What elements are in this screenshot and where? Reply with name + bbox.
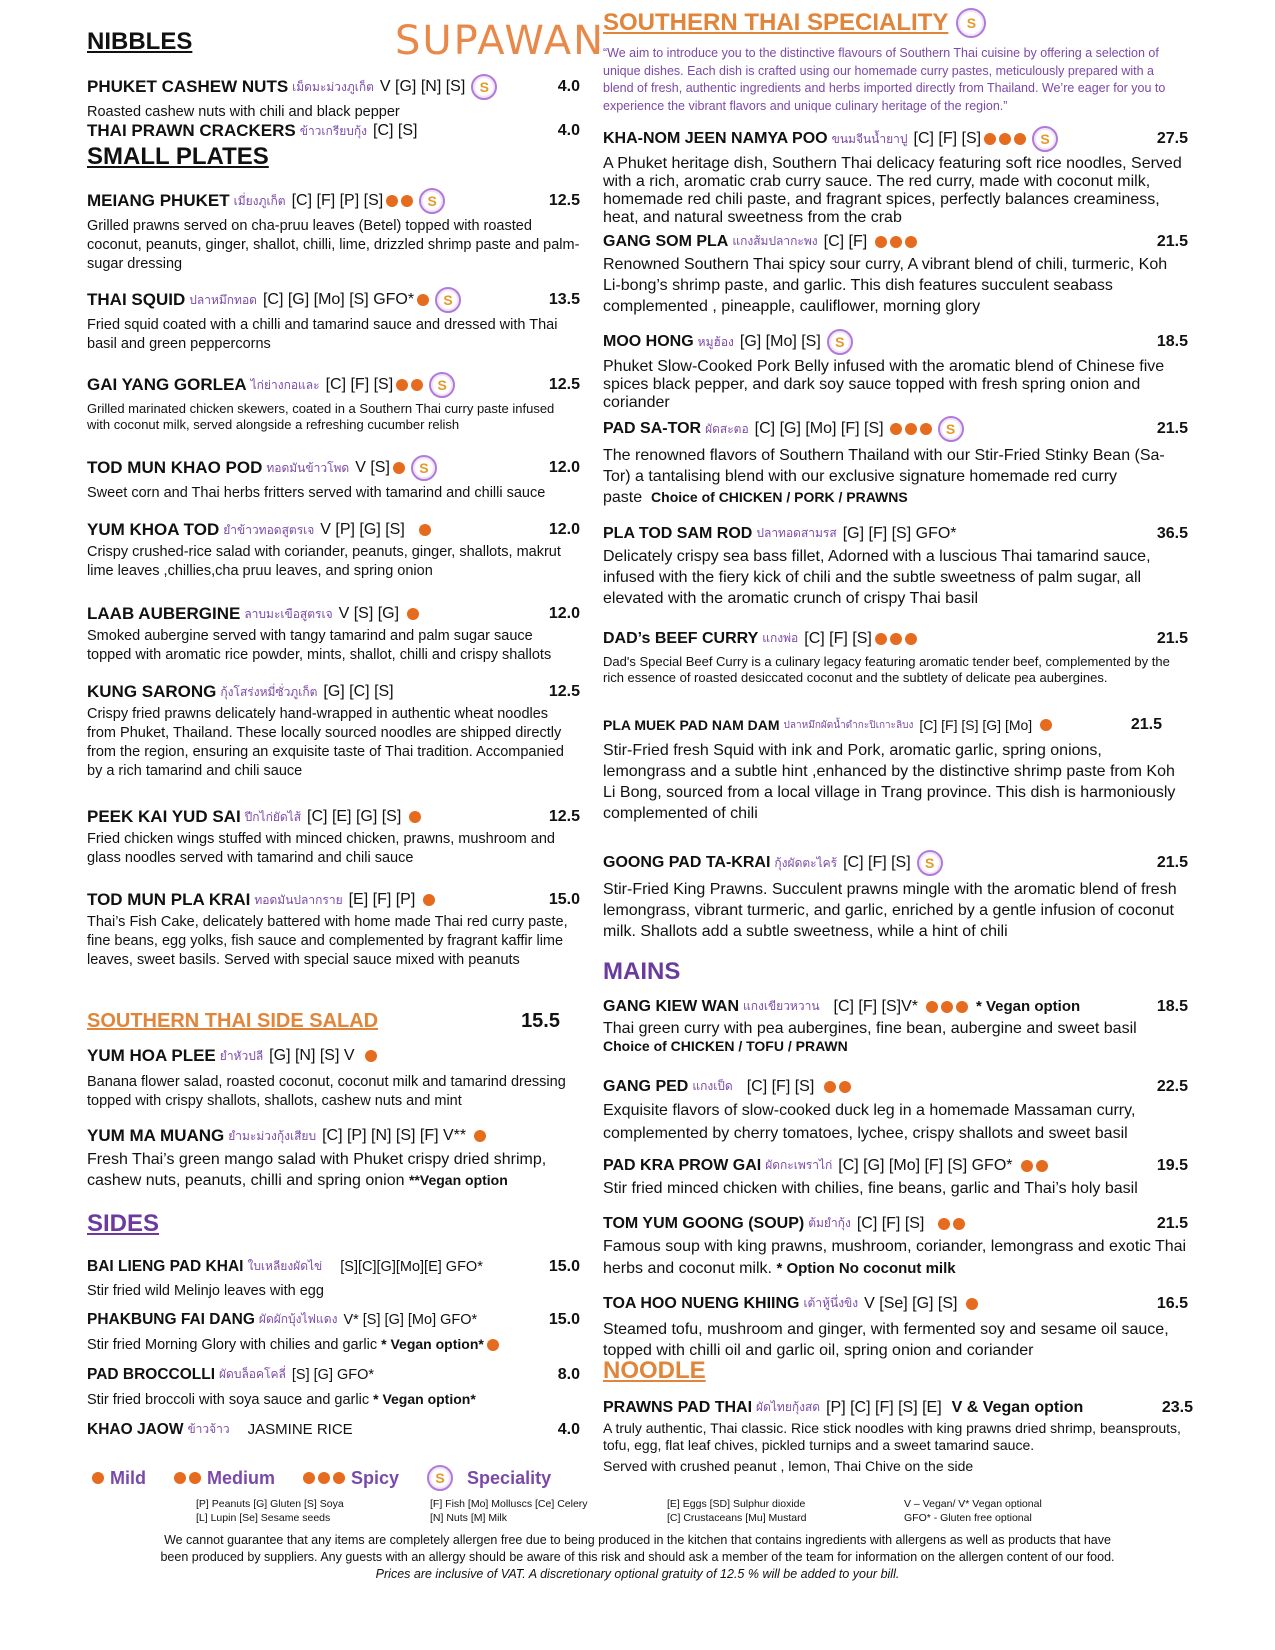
item-name: GOONG PAD TA-KRAI: [603, 854, 771, 871]
noodle-title: NOODLE: [603, 1357, 706, 1384]
allergen-line: [N] Nuts [M] Milk: [430, 1512, 508, 1524]
item-thai: ข้าวจ้าว: [187, 1422, 230, 1436]
spicy-dot-icon: [303, 1472, 315, 1484]
item-desc-text: Famous soup with king prawns, mushroom, coriander, lemongrass and exotic Thai herbs and coconut milk.: [603, 1238, 1187, 1277]
legend-speciality: Speciality: [467, 1467, 552, 1488]
menu-item: [603, 1214, 1188, 1280]
chili-dot-icon: [953, 1218, 965, 1230]
chili-dot-icon: [407, 608, 419, 620]
item-price: 16.5: [1156, 1294, 1188, 1312]
chili-dot-icon: [409, 811, 421, 823]
item-name: YUM MA MUANG: [87, 1126, 225, 1145]
item-thai: ผัดบล็อคโคลี่: [219, 1367, 286, 1381]
chili-dot-icon: [419, 524, 431, 536]
speciality-icon: S: [429, 372, 455, 398]
disclaimer-text: We cannot guarantee that any items are completely allergen free due to being produced in the kitchen that contains ingredients with allergens as well as products that have been produced by suppliers. Any guests with an allergy should be aware of this risk and should ask a member of the team for information on the allergen content of our food.: [160, 1533, 1115, 1564]
item-price: 21.5: [1156, 629, 1188, 647]
item-desc: [603, 1236, 1188, 1280]
menu-item: [603, 1077, 1188, 1145]
chili-dot-icon: [474, 1130, 486, 1142]
item-desc: Banana flower salad, roasted coconut, coconut milk and tamarind dressing topped with crispy shallots, shallots, cashew nuts and mint: [87, 1074, 566, 1109]
speciality-icon: S: [917, 850, 943, 876]
item-desc: Exquisite flavors of slow-cooked duck leg in a homemade Massaman curry, complemented by cherry tomatoes, lychee, crispy shallots and sweet basil: [603, 1102, 1136, 1142]
chili-dot-icon: [401, 195, 413, 207]
speciality-icon: S: [827, 329, 853, 355]
item-desc-2: Served with crushed peanut , lemon, Thai Chive on the side: [603, 1458, 974, 1474]
spicy-dot-icon: [318, 1472, 330, 1484]
item-codes: [C] [G] [Mo] [F] [S]: [754, 420, 884, 437]
chili-dot-icon: [393, 462, 405, 474]
item-codes: V [S]: [355, 459, 390, 476]
item-name: KUNG SARONG: [87, 682, 217, 701]
item-desc: Phuket Slow-Cooked Pork Belly infused with the aromatic blend of Chinese five spices black pepper, and dark soy sauce topped with fresh spring onion and coriander: [603, 358, 1165, 411]
chili-dot-icon: [890, 633, 902, 645]
item-name: PLA MUEK PAD NAM DAM: [603, 717, 780, 733]
chili-dot-icon: [920, 423, 932, 435]
chili-dot-icon: [938, 1218, 950, 1230]
item-desc: Stir-Fried King Prawns. Succulent prawns mingle with the aromatic blend of fresh lemongrass, vibrant turmeric, and garlic, enriched by a gentle infusion of coconut milk. Shallots add a subtle sweetness, while a hint of chili: [603, 881, 1177, 940]
item-desc: Smoked aubergine served with tangy tamarind and palm sugar sauce topped with aromatic rice powder, mints, shallot, chilli and crispy shallots: [87, 628, 552, 663]
item-name: MEIANG PHUKET: [87, 191, 230, 210]
southern-header: [603, 8, 986, 38]
speciality-icon: S: [471, 74, 497, 100]
allergen-col-2: [430, 1497, 588, 1525]
menu-item: [87, 1046, 580, 1111]
item-thai: ปลาหมึกทอด: [189, 292, 257, 307]
menu-item: [603, 1398, 1193, 1475]
vegan-note: * Vegan option*: [381, 1336, 484, 1352]
item-codes: [C] [F] [S]: [913, 130, 982, 147]
allergen-col-3: [667, 1497, 806, 1525]
item-codes: [C] [G] [Mo] [S] GFO*: [262, 291, 415, 308]
item-thai: ผัดกะเพราไก่: [765, 1158, 833, 1172]
legend-spicy: Spicy: [351, 1467, 400, 1488]
item-desc: Steamed tofu, mushroom and ginger, with fermented soy and sesame oil sauce, topped with chilli oil and garlic oil, spring onion and coriander: [603, 1321, 1169, 1359]
item-desc: Renowned Southern Thai spicy sour curry, A vibrant blend of chili, turmeric, Koh Li-bong’s shrimp paste, and garlic. This dish features succulent seabass complemented , pineapple, cauliflower, morning glory: [603, 256, 1168, 315]
item-codes: [C] [F] [S]: [804, 629, 872, 647]
item-name: TOD MUN KHAO POD: [87, 458, 263, 477]
chili-dot-icon: [487, 1339, 499, 1351]
speciality-icon: S: [1032, 126, 1058, 152]
item-thai: เต้าหู้นึ่งขิง: [803, 1296, 859, 1310]
item-desc: Sweet corn and Thai herbs fritters served with tamarind and chilli sauce: [87, 485, 546, 501]
item-name: PEEK KAI YUD SAI: [87, 807, 241, 826]
chili-dot-icon: [875, 633, 887, 645]
chili-dot-icon: [396, 379, 408, 391]
allergen-line: [P] Peanuts [G] Gluten [S] Soya: [196, 1498, 344, 1510]
side-salad-title: SOUTHERN THAI SIDE SALAD: [87, 1010, 379, 1032]
spice-legend: [92, 1465, 579, 1491]
chili-dot-icon: [1040, 719, 1052, 731]
mild-dot-icon: [92, 1472, 104, 1484]
menu-item: [603, 850, 1188, 942]
menu-item: [87, 1257, 580, 1301]
speciality-icon: S: [956, 8, 986, 38]
item-price: 12.5: [548, 683, 580, 700]
menu-item: [87, 372, 580, 433]
menu-item: [603, 997, 1188, 1054]
item-name: PAD SA-TOR: [603, 420, 702, 437]
menu-item: [603, 329, 1188, 412]
item-codes: [P] [C] [F] [S] [E]: [826, 1398, 942, 1416]
allergen-col-1: [196, 1497, 344, 1525]
item-thai: กุ้งโสร่งหมี่ซั่วภูเก็ต: [220, 684, 318, 699]
item-name: LAAB AUBERGINE: [87, 604, 241, 623]
item-name: TOA HOO NUENG KHIING: [603, 1294, 800, 1312]
item-price: 36.5: [1156, 524, 1188, 542]
item-codes: V [P] [G] [S]: [320, 521, 405, 538]
item-desc: Stir-Fried fresh Squid with ink and Pork, aromatic garlic, spring onions, lemongrass and a subtle hint ,enhanced by the distinctive shrimp paste from Koh Li Bong, sourced from a local village in Trang province. This dish is harmoniously complemented of chili: [603, 742, 1176, 822]
item-price: 12.0: [548, 605, 580, 622]
item-price: 15.0: [548, 1257, 580, 1275]
item-codes: [G] [F] [S] GFO*: [842, 524, 957, 542]
menu-item: [603, 126, 1188, 227]
legend-mild: Mild: [110, 1467, 146, 1488]
chili-dot-icon: [1021, 1160, 1033, 1172]
item-price: 12.0: [548, 459, 580, 476]
item-desc: Stir fried minced chicken with chilies, fine beans, garlic and Thai’s holy basil: [603, 1180, 1138, 1197]
chili-dot-icon: [941, 1001, 953, 1013]
item-desc: [87, 1390, 580, 1410]
chili-dot-icon: [417, 294, 429, 306]
item-codes: V [G] [N] [S]: [379, 78, 466, 95]
chili-dot-icon: [984, 133, 996, 145]
item-name: YUM KHOA TOD: [87, 520, 220, 539]
chili-dot-icon: [890, 236, 902, 248]
item-name: BAI LIENG PAD KHAI: [87, 1257, 244, 1275]
menu-item: [87, 1126, 580, 1191]
side-salad-price: 15.5: [521, 1010, 560, 1032]
item-codes: [C] [F] [S]: [325, 376, 394, 393]
menu-item: [87, 1365, 580, 1410]
item-thai: ปลาทอดสามรส: [756, 526, 837, 540]
chili-dot-icon: [999, 133, 1011, 145]
chili-dot-icon: [966, 1298, 978, 1310]
legend-medium: Medium: [207, 1467, 276, 1488]
chili-dot-icon: [905, 423, 917, 435]
chili-dot-icon: [956, 1001, 968, 1013]
item-desc-text: Fresh Thai’s green mango salad with Phuket crispy dried shrimp, cashew nuts, peanuts, chilli and spring onion: [87, 1151, 547, 1189]
item-name: KHAO JAOW: [87, 1420, 184, 1438]
item-codes: [G] [N] [S] V: [269, 1047, 355, 1064]
vegan-note: **Vegan option: [408, 1172, 508, 1188]
item-name: GANG SOM PLA: [603, 232, 729, 250]
item-codes: [C] [F] [S]V*: [833, 997, 918, 1015]
southern-intro: “We aim to introduce you to the distinctive flavours of Southern Thai cuisine by offering a selection of unique dishes. Each dish is crafted using our homemade curry pastes, meticulously prepared with a blend of fresh, authentic ingredients and herbs imported directly from Thailand. We’re eager for you to experience the vibrant flavors and unique culinary heritage of the region.”: [603, 46, 1166, 113]
item-thai: ผัดผักบุ้งไฟแดง: [258, 1312, 338, 1326]
allergen-line: V – Vegan/ V* Vegan optional: [904, 1498, 1042, 1510]
item-thai: ทอดมันปลากราย: [254, 892, 343, 907]
nibbles-title: NIBBLES: [87, 28, 193, 55]
chili-dot-icon: [1014, 133, 1026, 145]
item-desc: Grilled prawns served on cha-pruu leaves (Betel) topped with roasted coconut, peanuts, ginger, shallot, chilli, lime, drizzled shrimp paste and palm- sugar dressing: [87, 218, 580, 272]
item-thai: แกงพ่อ: [762, 631, 799, 645]
item-codes: [G] [Mo] [S]: [739, 333, 821, 350]
menu-item: [87, 74, 580, 122]
item-thai: ยำหัวปลี: [219, 1048, 264, 1063]
item-name: PHAKBUNG FAI DANG: [87, 1310, 255, 1328]
item-codes: [C] [S]: [373, 122, 418, 139]
item-desc: A Phuket heritage dish, Southern Thai delicacy featuring soft rice noodles, Served with a rich, aromatic crab curry sauce. The red curry, made with coconut milk, homemade red chili paste, and fragrant spices, perfectly balances creaminess, heat, and natural sweetness from the crab: [603, 155, 1182, 226]
chili-dot-icon: [1036, 1160, 1048, 1172]
item-thai: ยำข้าวทอดสูตรเจ: [223, 522, 315, 537]
item-name: THAI PRAWN CRACKERS: [87, 121, 296, 140]
chili-dot-icon: [905, 236, 917, 248]
item-name: PAD BROCCOLLI: [87, 1365, 216, 1383]
item-codes: V* [S] [G] [Mo] GFO*: [343, 1311, 478, 1328]
item-thai: ขนมจีนน้ำยาปู: [831, 131, 908, 146]
southern-title: SOUTHERN THAI SPECIALITY: [603, 9, 949, 36]
disclaimer-pricing: Prices are inclusive of VAT. A discretionary optional gratuity of 12.5 % will be added to your bill.: [375, 1567, 900, 1581]
item-codes: JASMINE RICE: [247, 1421, 353, 1438]
menu-item: [603, 232, 1188, 317]
item-thai: แกงส้มปลากะพง: [732, 234, 818, 248]
item-thai: ข้าวเกรียบกุ้ง: [299, 123, 367, 138]
item-thai: ยำมะม่วงกุ้งเสียบ: [228, 1128, 317, 1143]
item-desc-text: Stir fried Morning Glory with chilies and garlic: [87, 1337, 378, 1353]
item-price: 21.5: [1156, 232, 1188, 250]
menu-item: [603, 716, 1188, 824]
allergen-line: GFO* - Gluten free optional: [904, 1512, 1032, 1524]
item-codes: [G] [C] [S]: [323, 683, 394, 700]
small-plates-title: SMALL PLATES: [87, 143, 269, 170]
medium-dot-icon: [189, 1472, 201, 1484]
brand-logo: SUPAWAN: [395, 18, 606, 64]
item-thai: กุ้งผัดตะไคร้: [774, 855, 838, 870]
medium-dot-icon: [174, 1472, 186, 1484]
menu-item: [87, 890, 580, 970]
item-name: GAI YANG GORLEA: [87, 375, 247, 394]
chili-dot-icon: [890, 423, 902, 435]
item-name: MOO HONG: [603, 333, 694, 350]
item-price: 12.0: [548, 521, 580, 538]
chili-dot-icon: [839, 1081, 851, 1093]
chili-dot-icon: [365, 1050, 377, 1062]
item-desc: [603, 445, 1188, 508]
allergen-disclaimer: [150, 1532, 1125, 1583]
chili-dot-icon: [423, 894, 435, 906]
menu-item: [603, 1294, 1188, 1361]
speciality-icon: S: [435, 287, 461, 313]
item-desc: Delicately crispy sea bass fillet, Adorned with a luscious Thai tamarind sauce, infused with the fiery kick of chili and the subtle sweetness of palm sugar, all elevated with the aromatic crunch of crispy Thai basil: [603, 548, 1151, 607]
menu-item: [87, 807, 580, 868]
menu-item: [603, 1156, 1188, 1199]
chili-dot-icon: [926, 1001, 938, 1013]
item-desc: Grilled marinated chicken skewers, coated in a Southern Thai curry paste infused with coconut milk, served alongside a refreshing cucumber relish: [87, 401, 555, 432]
item-price: 18.5: [1156, 997, 1188, 1015]
item-thai: ต้มยำกุ้ง: [808, 1216, 851, 1230]
item-desc: Crispy fried prawns delicately hand-wrapped in authentic wheat noodles from Phuket, Thailand. These locally sourced noodles are shipped directly from the region, ensuring an exquisite taste of Thai tradition. Accompanied by a rich tamarind and chili sauce: [87, 706, 564, 779]
speciality-icon: S: [427, 1465, 453, 1491]
item-codes: [C] [F] [S] [G] [Mo]: [919, 717, 1033, 733]
menu-item: [87, 520, 580, 581]
menu-item: [87, 121, 580, 141]
item-codes: [S][C][G][Mo][E] GFO*: [340, 1258, 483, 1275]
speciality-icon: S: [938, 416, 964, 442]
item-name: PHUKET CASHEW NUTS: [87, 77, 289, 96]
item-desc-text: Stir fried broccoli with soya sauce and garlic: [87, 1392, 370, 1408]
item-price: 12.5: [548, 192, 580, 209]
menu-item: [87, 287, 580, 354]
chili-dot-icon: [905, 633, 917, 645]
item-thai: ปลาหมึกผัดน้ำดำกะปิเกาะลิบง: [783, 719, 914, 731]
item-price: 21.5: [1130, 716, 1162, 733]
item-thai: แกงเป็ด: [692, 1079, 733, 1093]
option-note: * Option No coconut milk: [776, 1260, 956, 1277]
item-codes: [C] [F] [P] [S]: [291, 192, 384, 209]
speciality-icon: S: [419, 188, 445, 214]
item-price: 21.5: [1156, 420, 1188, 437]
item-codes: [C] [F] [S]: [843, 854, 911, 871]
item-name: TOD MUN PLA KRAI: [87, 890, 251, 909]
allergen-col-4: [904, 1497, 1042, 1525]
item-price: 18.5: [1156, 333, 1188, 350]
item-price: 15.0: [548, 891, 580, 908]
menu-item: [87, 682, 580, 781]
item-desc-text: The renowned flavors of Southern Thailand with our Stir-Fried Stinky Bean (Sa-Tor) a tantalising blend with our exclusive signature homemade red curry paste: [603, 447, 1165, 506]
item-desc: Crispy crushed-rice salad with coriander, peanuts, ginger, shallots, makrut lime leaves ,chillies,cha pruu leaves, and spring onion: [87, 544, 561, 579]
item-desc: Thai green curry with pea aubergines, fine bean, aubergine and sweet basil: [603, 1020, 1137, 1037]
item-codes: V [Se] [G] [S]: [864, 1294, 958, 1312]
sides-title: SIDES: [87, 1210, 160, 1237]
item-thai: ทอดมันข้าวโพด: [266, 460, 350, 475]
item-codes: [C] [F]: [823, 232, 868, 250]
item-price: 23.5: [1161, 1398, 1193, 1416]
item-thai: ไก่ย่างกอและ: [250, 377, 320, 392]
vegan-note: * Vegan option: [976, 998, 1081, 1015]
item-price: 12.5: [548, 376, 580, 393]
item-name: TOM YUM GOONG (SOUP): [603, 1214, 805, 1232]
speciality-icon: S: [411, 455, 437, 481]
item-codes: [C] [F] [S]: [856, 1214, 925, 1232]
allergen-line: [E] Eggs [SD] Sulphur dioxide: [667, 1498, 806, 1510]
menu-item: [87, 1420, 580, 1439]
item-price: 15.0: [548, 1310, 580, 1328]
item-price: 13.5: [548, 291, 580, 308]
item-thai: เมี่ยงภูเก็ต: [233, 193, 286, 208]
item-codes: [S] [G] GFO*: [291, 1366, 375, 1383]
chili-dot-icon: [875, 236, 887, 248]
item-thai: ผัดไทยกุ้งสด: [756, 1400, 821, 1414]
item-desc: [87, 1335, 580, 1355]
item-price: 21.5: [1156, 1214, 1188, 1232]
choice-note: Choice of CHICKEN / TOFU / PRAWN: [603, 1038, 848, 1054]
item-desc: Dad's Special Beef Curry is a culinary legacy featuring aromatic tender beef, complemented by the rich essence of roasted desiccated coconut and the subtlety of delicate pea aubergines.: [603, 654, 1170, 685]
vegan-note: V & Vegan option: [951, 1398, 1084, 1416]
item-price: 8.0: [557, 1365, 580, 1383]
item-name: PAD KRA PROW GAI: [603, 1156, 762, 1174]
menu-item: [87, 604, 580, 665]
item-name: YUM HOA PLEE: [87, 1046, 216, 1065]
item-price: 4.0: [557, 1420, 580, 1438]
item-name: KHA-NOM JEEN NAMYA POO: [603, 130, 828, 147]
item-name: PRAWNS PAD THAI: [603, 1398, 753, 1416]
item-name: GANG KIEW WAN: [603, 997, 739, 1015]
item-thai: ลาบมะเขือสูตรเจ: [244, 606, 333, 621]
item-codes: V [S] [G]: [338, 605, 400, 622]
chili-dot-icon: [824, 1081, 836, 1093]
item-desc: Thai’s Fish Cake, delicately battered with home made Thai red curry paste, fine beans, egg yolks, fish sauce and complemented by fragrant kaffir lime leaves, sweet basils. Served with special sauce mixed with peanuts: [87, 914, 568, 968]
item-name: GANG PED: [603, 1077, 689, 1095]
item-price: 12.5: [548, 808, 580, 825]
item-desc: Roasted cashew nuts with chili and black pepper: [87, 104, 400, 120]
side-salad-header: [87, 1010, 580, 1033]
item-name: DAD’s BEEF CURRY: [603, 629, 759, 647]
allergen-line: [L] Lupin [Se] Sesame seeds: [196, 1512, 331, 1524]
allergen-line: [F] Fish [Mo] Molluscs [Ce] Celery: [430, 1498, 588, 1510]
menu-item: [603, 524, 1188, 609]
item-codes: [C] [G] [Mo] [F] [S] GFO*: [838, 1156, 1013, 1174]
item-desc: Stir fried wild Melinjo leaves with egg: [87, 1283, 324, 1299]
mains-title: MAINS: [603, 958, 681, 985]
menu-item: [603, 416, 1188, 508]
menu-item: [87, 188, 580, 274]
item-desc: Fried chicken wings stuffed with minced chicken, prawns, mushroom and glass noodles served with tamarind and chili sauce: [87, 831, 555, 866]
item-desc: [87, 1149, 580, 1191]
menu-item: [87, 455, 580, 503]
item-name: THAI SQUID: [87, 290, 186, 309]
item-codes: [C] [F] [S]: [746, 1077, 815, 1095]
item-thai: หมูฮ้อง: [697, 334, 734, 349]
item-price: 4.0: [557, 122, 580, 139]
item-codes: [E] [F] [P]: [348, 891, 416, 908]
item-codes: [C] [P] [N] [S] [F] V**: [322, 1127, 467, 1144]
item-codes: [C] [E] [G] [S]: [307, 808, 402, 825]
item-thai: ใบเหลียงผัดไข่: [247, 1259, 323, 1273]
item-desc: Fried squid coated with a chilli and tamarind sauce and dressed with Thai basil and green peppercorns: [87, 317, 558, 352]
chili-dot-icon: [411, 379, 423, 391]
choice-note: Choice of CHICKEN / PORK / PRAWNS: [651, 489, 908, 505]
spicy-dot-icon: [333, 1472, 345, 1484]
vegan-note: * Vegan option*: [373, 1391, 476, 1407]
item-desc: A truly authentic, Thai classic. Rice stick noodles with king prawns dried shrimp, beansprouts, tofu, egg, flat leaf chives, pickled turnips and a sweet tamarind sauce.: [603, 1420, 1181, 1453]
allergen-line: [C] Crustaceans [Mu] Mustard: [667, 1512, 807, 1524]
menu-item: [603, 629, 1188, 686]
chili-dot-icon: [386, 195, 398, 207]
item-thai: ผัดสะตอ: [705, 421, 749, 436]
item-thai: แกงเขียวหวาน: [743, 999, 820, 1013]
item-price: 19.5: [1156, 1156, 1188, 1174]
item-name: PLA TOD SAM ROD: [603, 524, 753, 542]
item-price: 22.5: [1156, 1077, 1188, 1095]
item-price: 27.5: [1156, 130, 1188, 147]
item-thai: เม็ดมะม่วงภูเก็ต: [292, 79, 374, 94]
item-price: 21.5: [1156, 854, 1188, 871]
item-thai: ปีกไก่ยัดไส้: [244, 809, 302, 824]
item-price: 4.0: [557, 78, 580, 95]
menu-item: [87, 1310, 580, 1355]
